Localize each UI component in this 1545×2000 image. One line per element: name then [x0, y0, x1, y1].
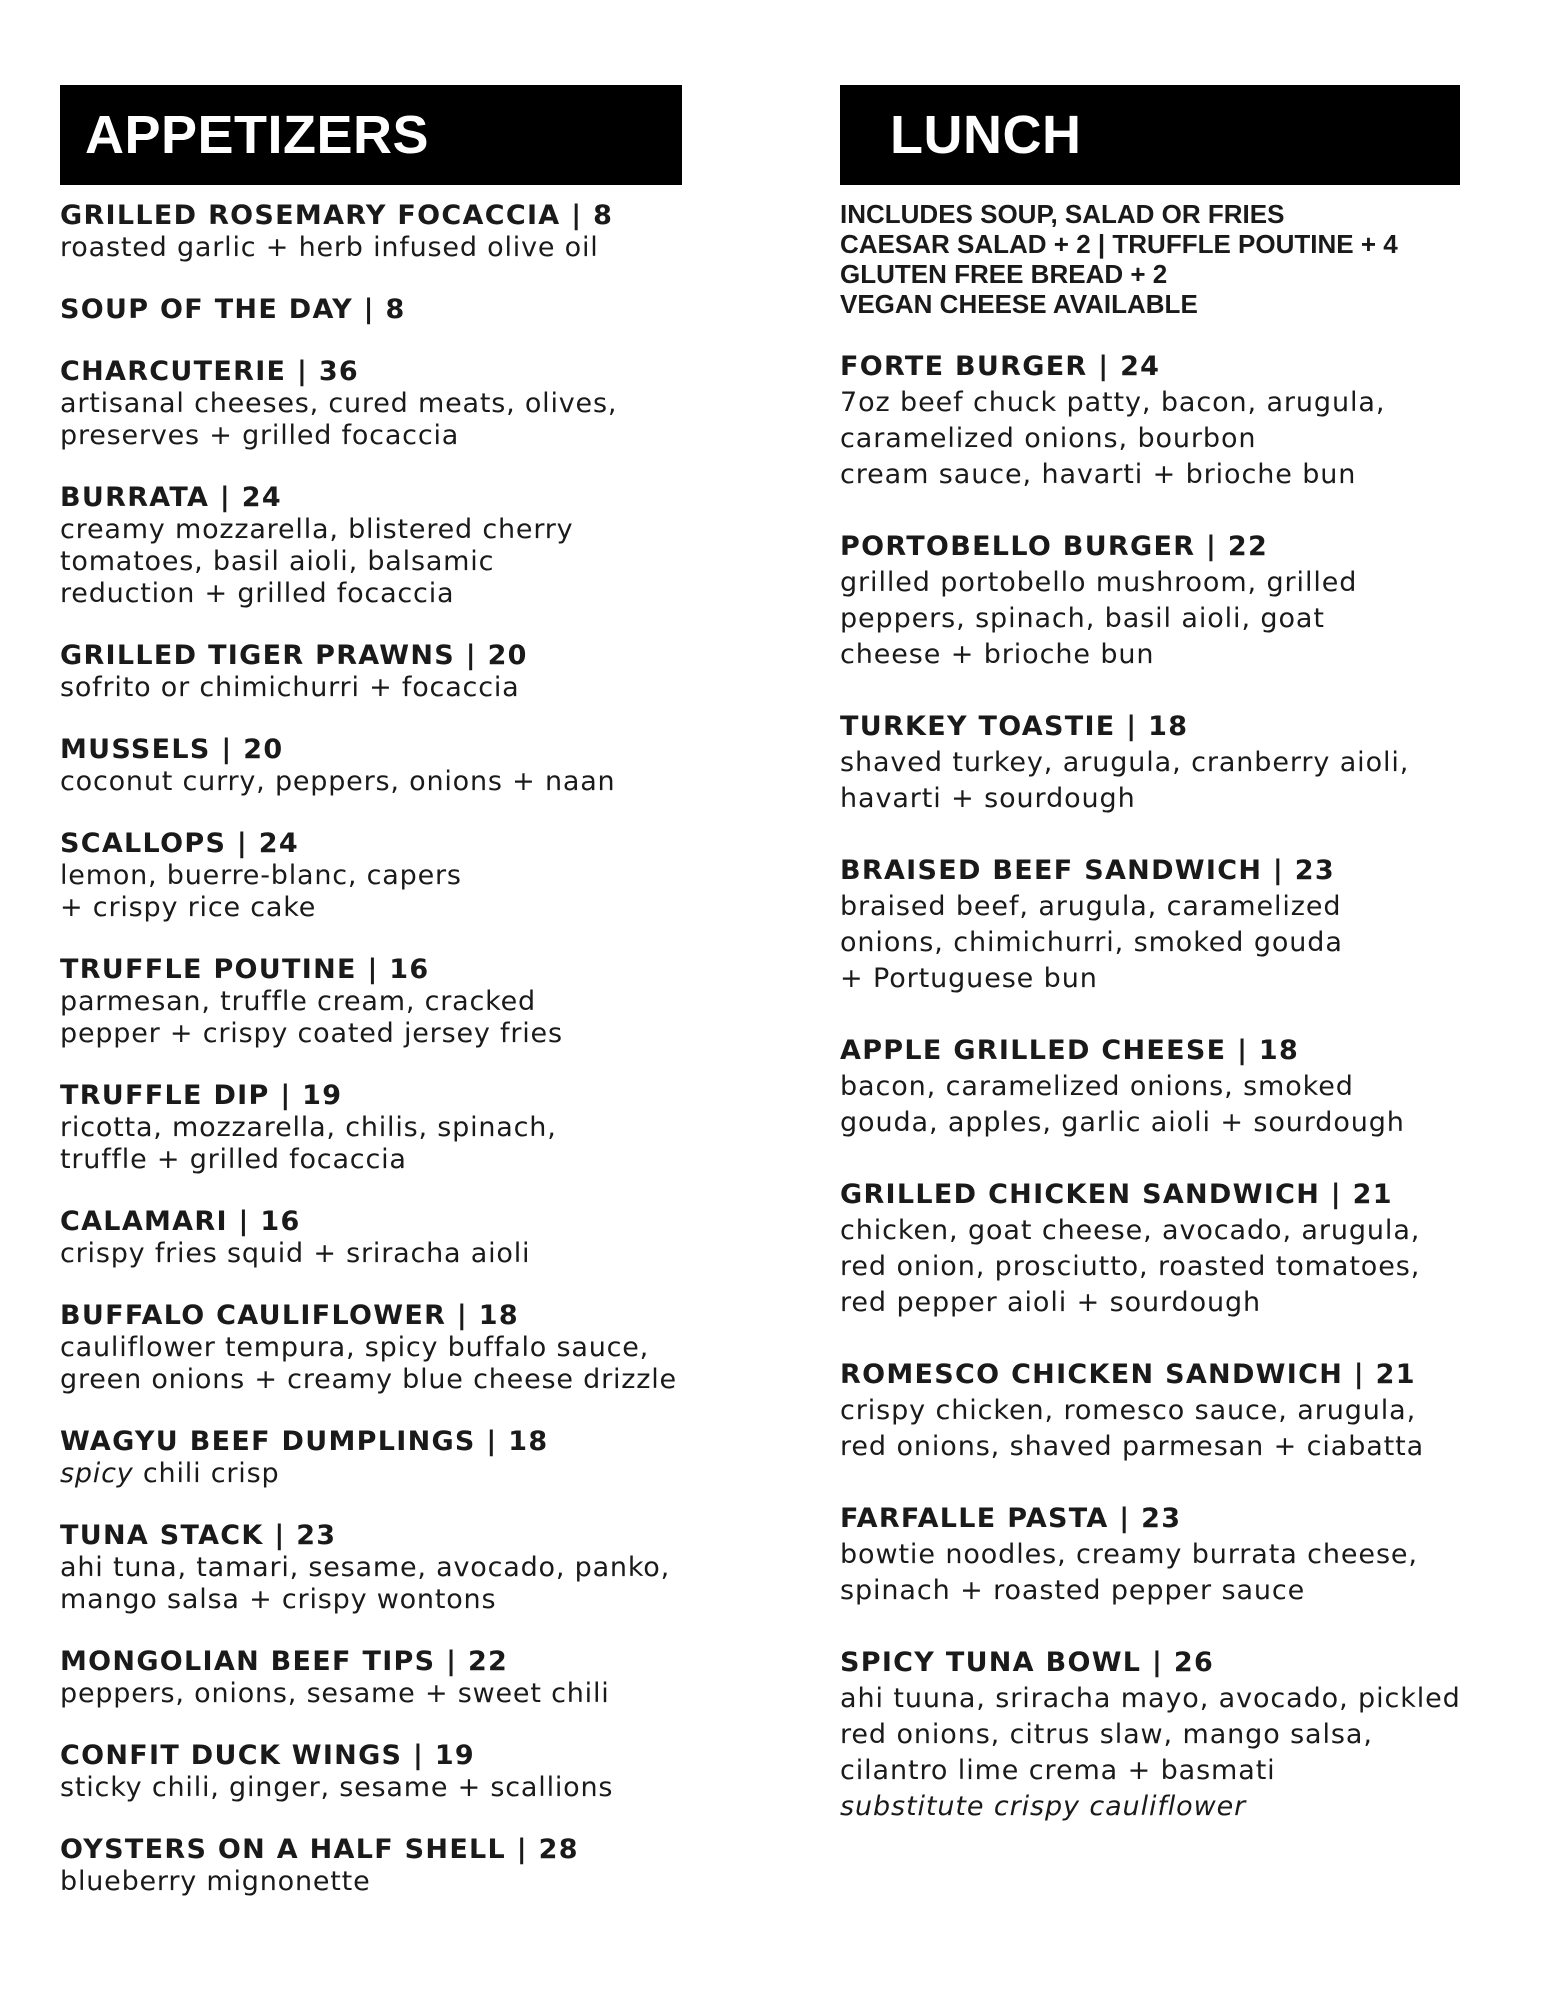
item-title: SCALLOPS | 24 [60, 828, 299, 859]
lunch-note: VEGAN CHEESE AVAILABLE [840, 289, 1198, 319]
item-description: cream sauce, havarti + brioche bun [840, 459, 1357, 490]
item-title: CONFIT DUCK WINGS | 19 [60, 1740, 476, 1771]
menu-item [840, 853, 1480, 997]
menu-item [840, 1177, 1480, 1321]
item-title: MUSSELS | 20 [60, 734, 284, 765]
item-title: SPICY TUNA BOWL | 26 [840, 1647, 1215, 1678]
item-title: ROMESCO CHICKEN SANDWICH | 21 [840, 1359, 1416, 1390]
item-description: caramelized onions, bourbon [840, 423, 1257, 454]
menu-item [840, 709, 1480, 817]
item-description: peppers, spinach, basil aioli, goat [840, 603, 1325, 634]
item-description: pepper + crispy coated jersey fries [60, 1018, 563, 1049]
item-description: grilled portobello mushroom, grilled [840, 567, 1358, 598]
appetizers-list [60, 200, 700, 1898]
menu-item [60, 482, 700, 610]
menu-item [840, 1357, 1480, 1465]
item-description-italic: substitute crispy cauliflower [840, 1791, 1247, 1822]
menu-item [60, 640, 700, 704]
item-description: creamy mozzarella, blistered cherry [60, 514, 574, 545]
menu-item [60, 1520, 700, 1616]
item-title: CALAMARI | 16 [60, 1206, 301, 1237]
item-title: CHARCUTERIE | 36 [60, 356, 360, 387]
menu-item [60, 1834, 700, 1898]
item-description: coconut curry, peppers, onions + naan [60, 766, 616, 797]
menu-item [60, 1206, 700, 1270]
item-description [60, 1458, 700, 1490]
item-title: PORTOBELLO BURGER | 22 [840, 531, 1269, 562]
item-title: BRAISED BEEF SANDWICH | 23 [840, 855, 1335, 886]
item-title: TRUFFLE DIP | 19 [60, 1080, 343, 1111]
lunch-list [840, 349, 1480, 1825]
item-description: cheese + brioche bun [840, 639, 1155, 670]
item-description: bowtie noodles, creamy burrata cheese, [840, 1539, 1418, 1570]
item-description: preserves + grilled focaccia [60, 420, 460, 451]
item-description: crispy fries squid + sriracha aioli [60, 1238, 531, 1269]
item-title: SOUP OF THE DAY | 8 [60, 294, 406, 325]
menu-item [60, 734, 700, 798]
item-description: + crispy rice cake [60, 892, 317, 923]
menu-item [840, 529, 1480, 673]
item-title: WAGYU BEEF DUMPLINGS | 18 [60, 1426, 549, 1457]
menu-item [60, 1740, 700, 1804]
lunch-header [840, 85, 1460, 185]
menu-item [60, 356, 700, 452]
lunch-title: LUNCH [890, 105, 1082, 165]
item-title: BURRATA | 24 [60, 482, 282, 513]
menu-item [840, 349, 1480, 493]
item-description: 7oz beef chuck patty, bacon, arugula, [840, 387, 1386, 418]
item-description: ahi tuna, tamari, sesame, avocado, panko, [60, 1552, 671, 1583]
item-title: TUNA STACK | 23 [60, 1520, 337, 1551]
item-description: red onions, shaved parmesan + ciabatta [840, 1431, 1425, 1462]
item-description: roasted garlic + herb infused olive oil [60, 232, 599, 263]
lunch-note: INCLUDES SOUP, SALAD OR FRIES [840, 199, 1285, 229]
item-description: red pepper aioli + sourdough [840, 1287, 1262, 1318]
item-description: tomatoes, basil aioli, balsamic [60, 546, 495, 577]
item-description: shaved turkey, arugula, cranberry aioli, [840, 747, 1410, 778]
item-description: havarti + sourdough [840, 783, 1136, 814]
item-title: TURKEY TOASTIE | 18 [840, 711, 1189, 742]
item-description-rest: chili crisp [133, 1458, 280, 1489]
item-title: FARFALLE PASTA | 23 [840, 1503, 1182, 1534]
menu-item [840, 1645, 1480, 1825]
item-description: red onions, citrus slaw, mango salsa, [840, 1719, 1373, 1750]
item-description: braised beef, arugula, caramelized [840, 891, 1342, 922]
item-description: sofrito or chimichurri + focaccia [60, 672, 520, 703]
item-title: GRILLED TIGER PRAWNS | 20 [60, 640, 528, 671]
item-description: onions, chimichurri, smoked gouda [840, 927, 1343, 958]
menu-item [60, 200, 700, 264]
item-description: red onion, prosciutto, roasted tomatoes, [840, 1251, 1421, 1282]
menu-item [60, 1080, 700, 1176]
item-description: parmesan, truffle cream, cracked [60, 986, 536, 1017]
item-title: BUFFALO CAULIFLOWER | 18 [60, 1300, 519, 1331]
menu-item [60, 1646, 700, 1710]
item-description: mango salsa + crispy wontons [60, 1584, 497, 1615]
item-title: GRILLED CHICKEN SANDWICH | 21 [840, 1179, 1393, 1210]
appetizers-header [60, 85, 682, 185]
item-description: peppers, onions, sesame + sweet chili [60, 1678, 610, 1709]
lunch-note: GLUTEN FREE BREAD + 2 [840, 259, 1168, 289]
item-description: crispy chicken, romesco sauce, arugula, [840, 1395, 1417, 1426]
item-description: artisanal cheeses, cured meats, olives, [60, 388, 618, 419]
menu-item [60, 1426, 700, 1490]
menu-item [60, 954, 700, 1050]
item-description: sticky chili, ginger, sesame + scallions [60, 1772, 614, 1803]
item-description: bacon, caramelized onions, smoked [840, 1071, 1354, 1102]
item-description: green onions + creamy blue cheese drizzle [60, 1364, 677, 1395]
item-description: truffle + grilled focaccia [60, 1144, 407, 1175]
menu-item [60, 1300, 700, 1396]
menu-item [840, 1033, 1480, 1141]
item-title: FORTE BURGER | 24 [840, 351, 1161, 382]
item-description: cilantro lime crema + basmati [840, 1755, 1276, 1786]
menu-item [840, 1501, 1480, 1609]
item-description: ricotta, mozzarella, chilis, spinach, [60, 1112, 557, 1143]
appetizers-column [60, 85, 700, 1928]
lunch-note: CAESAR SALAD + 2 | TRUFFLE POUTINE + 4 [840, 229, 1398, 259]
item-description: chicken, goat cheese, avocado, arugula, [840, 1215, 1421, 1246]
item-title: GRILLED ROSEMARY FOCACCIA | 8 [60, 200, 614, 231]
item-description: gouda, apples, garlic aioli + sourdough [840, 1107, 1405, 1138]
item-description: + Portuguese bun [840, 963, 1098, 994]
item-title: MONGOLIAN BEEF TIPS | 22 [60, 1646, 509, 1677]
menu-item [60, 828, 700, 924]
item-description: spinach + roasted pepper sauce [840, 1575, 1306, 1606]
item-title: OYSTERS ON A HALF SHELL | 28 [60, 1834, 579, 1865]
item-description-italic: spicy [60, 1458, 134, 1489]
item-description: reduction + grilled focaccia [60, 578, 455, 609]
menu-item [60, 294, 700, 326]
item-title: TRUFFLE POUTINE | 16 [60, 954, 430, 985]
item-description: lemon, buerre-blanc, capers [60, 860, 462, 891]
item-description: ahi tuuna, sriracha mayo, avocado, pickled [840, 1683, 1461, 1714]
item-description: cauliflower tempura, spicy buffalo sauce, [60, 1332, 650, 1363]
item-title: APPLE GRILLED CHEESE | 18 [840, 1035, 1300, 1066]
item-description: blueberry mignonette [60, 1866, 371, 1897]
appetizers-title: APPETIZERS [85, 105, 430, 165]
lunch-notes [840, 199, 1480, 319]
lunch-column [840, 85, 1480, 1861]
